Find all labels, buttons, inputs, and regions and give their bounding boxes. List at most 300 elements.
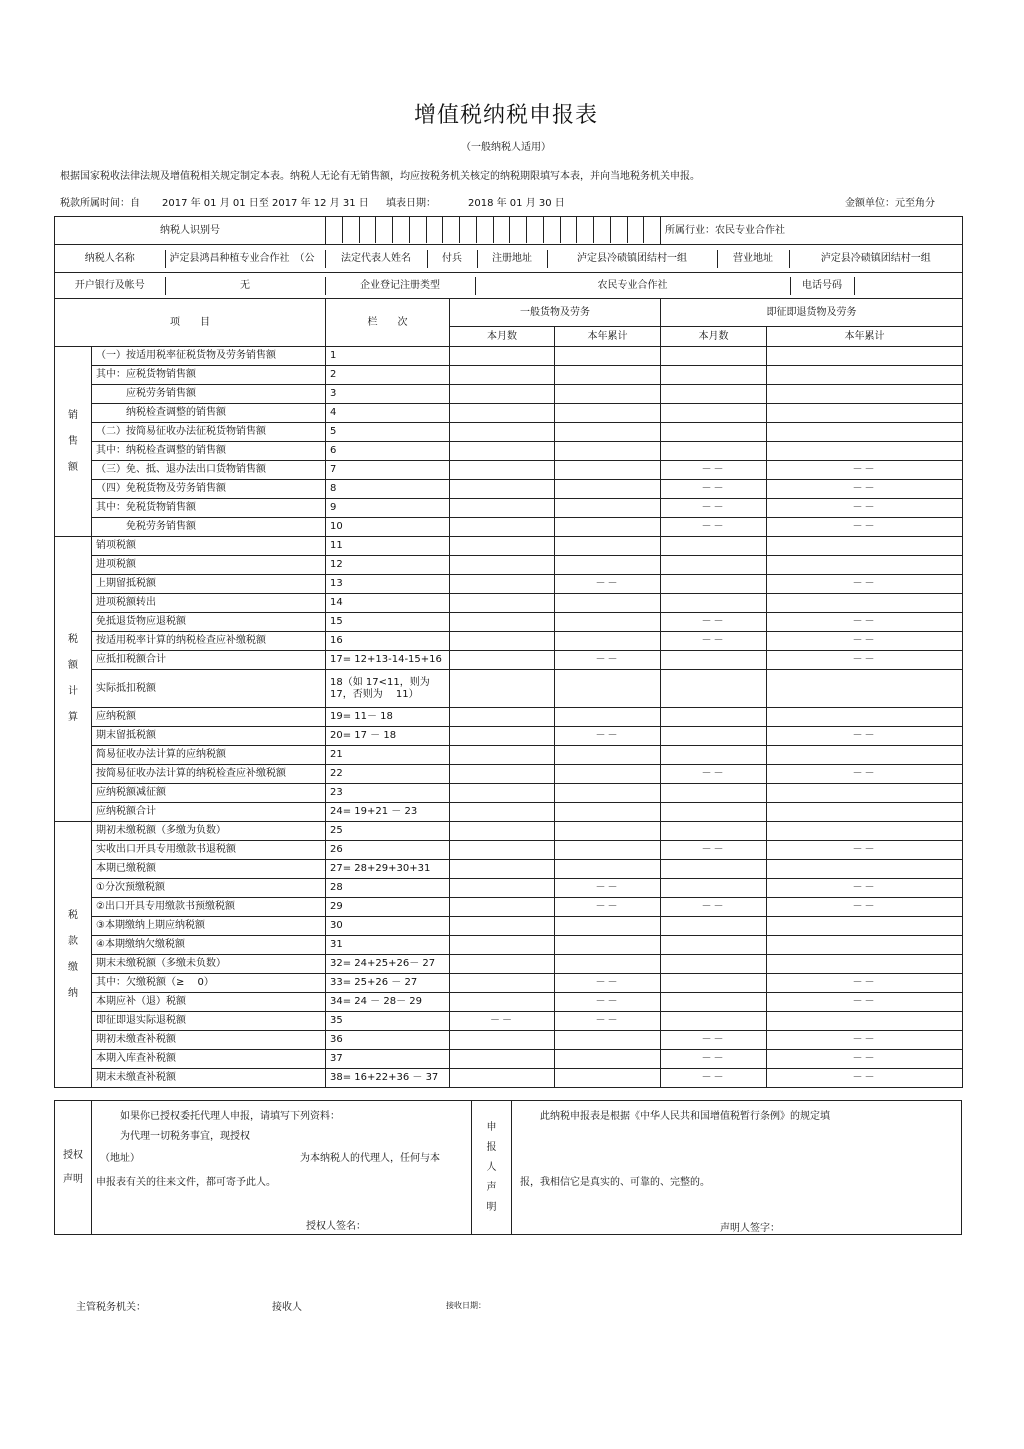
- immediate-month-cell[interactable]: [661, 803, 767, 822]
- general-year-cell[interactable]: [555, 765, 661, 784]
- immediate-month-cell: －－: [661, 1050, 767, 1069]
- row-item-label: 本期应补（退）税额: [92, 993, 326, 1012]
- business-address-value: 泸定县冷碛镇团结村一组: [820, 252, 931, 264]
- row-item-label: 上期留抵税额: [92, 575, 326, 594]
- immediate-year-cell[interactable]: [767, 1012, 963, 1031]
- immediate-month-cell[interactable]: [661, 860, 767, 879]
- general-month-cell[interactable]: [450, 423, 555, 442]
- general-month-cell[interactable]: [450, 936, 555, 955]
- sales-section-label: 销 售 额: [55, 347, 92, 537]
- authorization-text: 如果你已授权委托代理人申报，请填写下列资料： 为代理一切税务事宜，现授权 （地址） 为本纳税人的代理人，任何与本 申报表有关的往来文件，都可寄予此人。 授权人签名：: [92, 1101, 472, 1235]
- immediate-month-header: 本月数: [661, 327, 767, 347]
- row-line-number: 3: [326, 385, 450, 404]
- immediate-year-cell[interactable]: [767, 746, 963, 765]
- tax-payment-section-label: 税 款 缴 纳: [55, 822, 92, 1088]
- row-line-number: 14: [326, 594, 450, 613]
- immediate-month-cell[interactable]: [661, 651, 767, 670]
- immediate-month-cell: －－: [661, 632, 767, 651]
- immediate-month-cell: －－: [661, 518, 767, 537]
- row-line-number: 34= 24 － 28－ 29: [326, 993, 450, 1012]
- general-year-cell: －－: [555, 993, 661, 1012]
- general-month-cell[interactable]: [450, 803, 555, 822]
- row-line-number: 29: [326, 898, 450, 917]
- immediate-year-cell: －－: [767, 480, 963, 499]
- immediate-year-cell[interactable]: [767, 366, 963, 385]
- taxpayer-id-row: [55, 217, 963, 245]
- industry-field: 所属行业：农民专业合作社: [661, 217, 963, 245]
- general-month-cell[interactable]: [450, 727, 555, 746]
- declarant-label: 申 报 人 声 明: [472, 1101, 512, 1235]
- immediate-month-cell[interactable]: [661, 347, 767, 366]
- table-row: [55, 480, 963, 499]
- row-item-label: （二）按简易征收办法征税货物销售额: [92, 423, 326, 442]
- immediate-month-cell[interactable]: [661, 917, 767, 936]
- immediate-year-cell: －－: [767, 727, 963, 746]
- row-line-number: 21: [326, 746, 450, 765]
- immediate-month-cell[interactable]: [661, 936, 767, 955]
- row-line-number: 11: [326, 537, 450, 556]
- table-row: [55, 784, 963, 803]
- immediate-year-cell: －－: [767, 879, 963, 898]
- table-row: [55, 575, 963, 594]
- row-item-label: 应抵扣税额合计: [92, 651, 326, 670]
- general-month-cell[interactable]: [450, 917, 555, 936]
- table-row: [55, 955, 963, 974]
- immediate-year-cell: －－: [767, 632, 963, 651]
- taxpayer-name-row: [55, 245, 963, 273]
- general-month-cell[interactable]: [450, 822, 555, 841]
- row-item-label: 期初未缴税额（多缴为负数）: [92, 822, 326, 841]
- general-year-cell[interactable]: [555, 480, 661, 499]
- row-line-number: 38= 16+22+36 － 37: [326, 1069, 450, 1088]
- general-year-cell: －－: [555, 879, 661, 898]
- general-year-cell[interactable]: [555, 708, 661, 727]
- general-year-cell[interactable]: [555, 1031, 661, 1050]
- table-row: [55, 366, 963, 385]
- immediate-month-cell[interactable]: [661, 385, 767, 404]
- row-item-label: ①分次预缴税额: [92, 879, 326, 898]
- immediate-year-cell: －－: [767, 841, 963, 860]
- table-row: [55, 822, 963, 841]
- general-year-cell[interactable]: [555, 936, 661, 955]
- phone-value[interactable]: [854, 277, 962, 295]
- row-line-number: 6: [326, 442, 450, 461]
- row-item-label: 期初未缴查补税额: [92, 1031, 326, 1050]
- immediate-year-cell[interactable]: [767, 708, 963, 727]
- row-item-label: 期末未缴查补税额: [92, 1069, 326, 1088]
- period-value: 2017 年 01 月 01 日至 2017 年 12 月 31 日: [162, 198, 369, 209]
- general-year-cell[interactable]: [555, 917, 661, 936]
- row-line-number: 23: [326, 784, 450, 803]
- general-month-cell[interactable]: [450, 1069, 555, 1088]
- immediate-year-cell: －－: [767, 461, 963, 480]
- row-line-number: 7: [326, 461, 450, 480]
- row-item-label: ③本期缴纳上期应纳税额: [92, 917, 326, 936]
- row-item-label: 应税劳务销售额: [92, 385, 326, 404]
- row-line-number: 10: [326, 518, 450, 537]
- general-month-cell[interactable]: [450, 404, 555, 423]
- phone-label: 电话号码: [790, 277, 854, 295]
- immediate-refund-header: 即征即退货物及劳务: [661, 299, 963, 327]
- general-year-cell[interactable]: [555, 1069, 661, 1088]
- general-month-cell[interactable]: [450, 651, 555, 670]
- row-line-number: 5: [326, 423, 450, 442]
- immediate-month-cell[interactable]: [661, 556, 767, 575]
- immediate-month-cell[interactable]: [661, 1012, 767, 1031]
- immediate-year-cell: －－: [767, 898, 963, 917]
- row-item-label: 免税劳务销售额: [92, 518, 326, 537]
- immediate-month-cell[interactable]: [661, 575, 767, 594]
- table-row: [55, 499, 963, 518]
- authorizer-signature: 授权人签名：: [306, 1221, 366, 1232]
- general-month-cell[interactable]: [450, 613, 555, 632]
- row-item-label: 销项税额: [92, 537, 326, 556]
- row-item-label: 即征即退实际退税额: [92, 1012, 326, 1031]
- immediate-year-cell[interactable]: [767, 860, 963, 879]
- general-year-cell[interactable]: [555, 461, 661, 480]
- immediate-year-cell[interactable]: [767, 955, 963, 974]
- taxpayer-name-label: 纳税人名称: [55, 250, 165, 268]
- business-address-label: 营业地址: [717, 250, 789, 268]
- row-line-number: 12: [326, 556, 450, 575]
- row-item-label: 按简易征收办法计算的纳税检查应补缴税额: [92, 765, 326, 784]
- general-month-cell[interactable]: [450, 499, 555, 518]
- column-header-row: [55, 299, 963, 327]
- row-item-label: 其中：免税货物销售额: [92, 499, 326, 518]
- immediate-year-cell: －－: [767, 765, 963, 784]
- registered-address-value: 泸定县冷碛镇团结村一组: [547, 250, 717, 268]
- general-year-cell[interactable]: [555, 499, 661, 518]
- general-month-cell[interactable]: [450, 366, 555, 385]
- row-item-label: 进项税额转出: [92, 594, 326, 613]
- general-year-cell[interactable]: [555, 784, 661, 803]
- tax-authority-label: 主管税务机关：: [76, 1302, 146, 1313]
- immediate-year-cell[interactable]: [767, 917, 963, 936]
- immediate-year-cell[interactable]: [767, 936, 963, 955]
- immediate-year-cell: －－: [767, 651, 963, 670]
- general-year-cell[interactable]: [555, 518, 661, 537]
- period-label: 税款所属时间：自: [60, 198, 140, 209]
- row-line-number: 8: [326, 480, 450, 499]
- table-row: [55, 898, 963, 917]
- authorization-row: [55, 1101, 962, 1235]
- general-year-cell[interactable]: [555, 537, 661, 556]
- authorization-label: 授权 声明: [55, 1101, 92, 1235]
- general-year-cell[interactable]: [555, 841, 661, 860]
- general-month-cell[interactable]: [450, 385, 555, 404]
- general-year-cell[interactable]: [555, 385, 661, 404]
- general-year-cell[interactable]: [555, 803, 661, 822]
- row-line-number: 32= 24+25+26－ 27: [326, 955, 450, 974]
- general-year-cell[interactable]: [555, 594, 661, 613]
- table-row: [55, 347, 963, 366]
- general-month-cell[interactable]: [450, 480, 555, 499]
- general-year-cell[interactable]: [555, 1050, 661, 1069]
- general-month-cell[interactable]: [450, 879, 555, 898]
- general-month-cell[interactable]: [450, 575, 555, 594]
- table-row: [55, 1050, 963, 1069]
- immediate-year-cell: －－: [767, 974, 963, 993]
- row-line-number: 2: [326, 366, 450, 385]
- row-item-label: （三）免、抵、退办法出口货物销售额: [92, 461, 326, 480]
- row-line-number: 17= 12+13-14-15+16: [326, 651, 450, 670]
- legal-rep-label: 法定代表人姓名: [325, 250, 427, 268]
- general-month-cell[interactable]: [450, 632, 555, 651]
- general-month-cell[interactable]: [450, 746, 555, 765]
- general-month-cell[interactable]: [450, 860, 555, 879]
- row-item-label: 应纳税额: [92, 708, 326, 727]
- table-row: [55, 746, 963, 765]
- row-line-number: 19= 11－ 18: [326, 708, 450, 727]
- row-item-label: 进项税额: [92, 556, 326, 575]
- immediate-month-cell[interactable]: [661, 993, 767, 1012]
- immediate-month-cell: －－: [661, 765, 767, 784]
- row-line-number: 4: [326, 404, 450, 423]
- general-month-cell[interactable]: [450, 784, 555, 803]
- general-year-cell[interactable]: [555, 822, 661, 841]
- immediate-month-cell[interactable]: [661, 955, 767, 974]
- general-year-cell[interactable]: [555, 955, 661, 974]
- table-row: [55, 993, 963, 1012]
- general-month-cell[interactable]: [450, 670, 555, 708]
- immediate-year-cell[interactable]: [767, 347, 963, 366]
- general-year-cell: －－: [555, 1012, 661, 1031]
- immediate-month-cell: －－: [661, 1069, 767, 1088]
- form-title: 增值税纳税申报表: [413, 103, 598, 128]
- general-year-cell[interactable]: [555, 556, 661, 575]
- bank-account-label: 开户银行及帐号: [55, 277, 165, 295]
- general-month-cell: －－: [450, 1012, 555, 1031]
- immediate-month-cell: －－: [661, 1031, 767, 1050]
- general-year-cell[interactable]: [555, 404, 661, 423]
- table-row: [55, 423, 963, 442]
- immediate-month-cell[interactable]: [661, 594, 767, 613]
- item-column-header: 项 目: [55, 299, 326, 347]
- row-item-label: 实际抵扣税额: [92, 670, 326, 708]
- general-year-cell[interactable]: [555, 860, 661, 879]
- table-row: [55, 860, 963, 879]
- receiver-label: 接收人: [272, 1302, 302, 1313]
- row-line-number: 25: [326, 822, 450, 841]
- row-item-label: 其中：应税货物销售额: [92, 366, 326, 385]
- immediate-month-cell[interactable]: [661, 727, 767, 746]
- table-row: [55, 385, 963, 404]
- tax-calculation-section-label: 税 额 计 算: [55, 537, 92, 822]
- row-item-label: 按适用税率计算的纳税检查应补缴税额: [92, 632, 326, 651]
- general-month-cell[interactable]: [450, 765, 555, 784]
- general-month-cell[interactable]: [450, 1031, 555, 1050]
- row-line-number: 15: [326, 613, 450, 632]
- immediate-month-cell[interactable]: [661, 670, 767, 708]
- row-line-number: 31: [326, 936, 450, 955]
- table-row: [55, 708, 963, 727]
- declaration-table: [54, 1100, 962, 1235]
- table-row: [55, 936, 963, 955]
- row-item-label: 实收出口开具专用缴款书退税额: [92, 841, 326, 860]
- row-line-number: 27= 28+29+30+31: [326, 860, 450, 879]
- immediate-year-cell[interactable]: [767, 404, 963, 423]
- taxpayer-id-label: 纳税人识别号: [55, 217, 326, 245]
- general-goods-header: 一般货物及劳务: [450, 299, 661, 327]
- immediate-year-cell[interactable]: [767, 442, 963, 461]
- table-row: [55, 670, 963, 708]
- form-subtitle: （一般纳税人适用）: [461, 142, 551, 153]
- table-row: [55, 613, 963, 632]
- table-row: [55, 917, 963, 936]
- table-row: [55, 461, 963, 480]
- row-line-number: 1: [326, 347, 450, 366]
- immediate-year-cell: －－: [767, 1031, 963, 1050]
- immediate-year-cell[interactable]: [767, 594, 963, 613]
- immediate-year-cell: －－: [767, 575, 963, 594]
- immediate-month-cell: －－: [661, 480, 767, 499]
- table-row: [55, 518, 963, 537]
- row-item-label: 本期入库查补税额: [92, 1050, 326, 1069]
- table-row: [55, 1031, 963, 1050]
- table-row: [55, 974, 963, 993]
- row-item-label: 本期已缴税额: [92, 860, 326, 879]
- table-row: [55, 556, 963, 575]
- general-year-cell[interactable]: [555, 347, 661, 366]
- immediate-month-cell: －－: [661, 613, 767, 632]
- row-item-label: 期末留抵税额: [92, 727, 326, 746]
- general-year-cell[interactable]: [555, 442, 661, 461]
- immediate-year-cell[interactable]: [767, 670, 963, 708]
- immediate-year-cell: －－: [767, 613, 963, 632]
- row-item-label: 应纳税额合计: [92, 803, 326, 822]
- general-month-cell[interactable]: [450, 955, 555, 974]
- general-month-cell[interactable]: [450, 1050, 555, 1069]
- row-item-label: ②出口开具专用缴款书预缴税额: [92, 898, 326, 917]
- general-month-cell[interactable]: [450, 442, 555, 461]
- immediate-year-cell: －－: [767, 518, 963, 537]
- immediate-month-cell[interactable]: [661, 974, 767, 993]
- table-row: [55, 404, 963, 423]
- general-year-cell[interactable]: [555, 670, 661, 708]
- general-month-cell[interactable]: [450, 708, 555, 727]
- general-month-cell[interactable]: [450, 461, 555, 480]
- general-year-cell[interactable]: [555, 423, 661, 442]
- taxpayer-name-value: 泸定县鸿昌种植专业合作社 （公: [165, 250, 325, 268]
- general-year-cell: －－: [555, 651, 661, 670]
- general-year-cell[interactable]: [555, 613, 661, 632]
- general-month-cell[interactable]: [450, 518, 555, 537]
- vat-return-table: [54, 216, 963, 1088]
- general-month-cell[interactable]: [450, 537, 555, 556]
- row-line-number: 9: [326, 499, 450, 518]
- row-line-number: 24= 19+21 － 23: [326, 803, 450, 822]
- fill-date-label: 填表日期：: [386, 198, 436, 209]
- taxpayer-id-boxes[interactable]: [326, 217, 661, 245]
- row-item-label: 应纳税额减征额: [92, 784, 326, 803]
- immediate-year-cell[interactable]: [767, 556, 963, 575]
- general-month-cell[interactable]: [450, 556, 555, 575]
- immediate-year-cell: －－: [767, 1050, 963, 1069]
- row-line-number: 30: [326, 917, 450, 936]
- declaration-text: 此纳税申报表是根据《中华人民共和国增值税暂行条例》的规定填 报，我相信它是真实的、可靠的、完整的。 声明人签字：: [512, 1101, 962, 1235]
- immediate-month-cell[interactable]: [661, 879, 767, 898]
- immediate-month-cell[interactable]: [661, 404, 767, 423]
- immediate-year-cell[interactable]: [767, 784, 963, 803]
- row-line-number: 26: [326, 841, 450, 860]
- amount-unit: 金额单位：元至角分: [845, 198, 935, 209]
- immediate-year-cell[interactable]: [767, 385, 963, 404]
- immediate-month-cell: －－: [661, 898, 767, 917]
- general-year-cell: －－: [555, 898, 661, 917]
- table-row: [55, 442, 963, 461]
- general-month-cell[interactable]: [450, 993, 555, 1012]
- general-year-cell: －－: [555, 727, 661, 746]
- row-item-label: 简易征收办法计算的应纳税额: [92, 746, 326, 765]
- general-month-cell[interactable]: [450, 841, 555, 860]
- general-year-cell[interactable]: [555, 366, 661, 385]
- immediate-month-cell: －－: [661, 841, 767, 860]
- row-item-label: ④本期缴纳欠缴税额: [92, 936, 326, 955]
- general-year-cell: －－: [555, 974, 661, 993]
- registration-type-value: 农民专业合作社: [475, 277, 790, 295]
- table-row: [55, 841, 963, 860]
- table-row: [55, 879, 963, 898]
- immediate-year-cell: －－: [767, 993, 963, 1012]
- row-line-number: 20= 17 － 18: [326, 727, 450, 746]
- immediate-month-cell[interactable]: [661, 423, 767, 442]
- registration-type-label: 企业登记注册类型: [325, 277, 475, 295]
- row-line-number: 22: [326, 765, 450, 784]
- table-row: [55, 632, 963, 651]
- table-row: [55, 803, 963, 822]
- general-month-cell[interactable]: [450, 898, 555, 917]
- immediate-month-cell: －－: [661, 499, 767, 518]
- row-line-number: 28: [326, 879, 450, 898]
- bank-row: [55, 273, 963, 299]
- row-item-label: 其中：欠缴税额（≥ 0）: [92, 974, 326, 993]
- immediate-month-cell[interactable]: [661, 442, 767, 461]
- immediate-month-cell[interactable]: [661, 746, 767, 765]
- general-month-cell[interactable]: [450, 347, 555, 366]
- registered-address-label: 注册地址: [477, 250, 547, 268]
- immediate-month-cell[interactable]: [661, 537, 767, 556]
- immediate-year-cell[interactable]: [767, 803, 963, 822]
- general-year-header: 本年累计: [555, 327, 661, 347]
- immediate-month-cell[interactable]: [661, 366, 767, 385]
- general-month-cell[interactable]: [450, 974, 555, 993]
- row-item-label: （四）免税货物及劳务销售额: [92, 480, 326, 499]
- immediate-year-cell[interactable]: [767, 822, 963, 841]
- general-month-cell[interactable]: [450, 594, 555, 613]
- immediate-month-cell[interactable]: [661, 822, 767, 841]
- row-line-number: 37: [326, 1050, 450, 1069]
- form-intro: 根据国家税收法律法规及增值税相关规定制定本表。纳税人无论有无销售额，均应按税务机关核定的纳税期限填写本表，并向当地税务机关申报。: [60, 171, 700, 182]
- immediate-year-cell: －－: [767, 499, 963, 518]
- immediate-year-cell: －－: [767, 1069, 963, 1088]
- immediate-month-cell[interactable]: [661, 708, 767, 727]
- line-column-header: 栏 次: [326, 299, 450, 347]
- general-year-cell[interactable]: [555, 632, 661, 651]
- declarant-signature: 声明人签字：: [720, 1223, 780, 1234]
- immediate-year-cell[interactable]: [767, 537, 963, 556]
- table-row: [55, 537, 963, 556]
- table-row: [55, 594, 963, 613]
- immediate-year-cell[interactable]: [767, 423, 963, 442]
- receive-date-label: 接收日期：: [446, 1301, 486, 1310]
- legal-rep-value: 付兵: [427, 250, 477, 268]
- general-year-cell[interactable]: [555, 746, 661, 765]
- table-row: [55, 1012, 963, 1031]
- immediate-month-cell: －－: [661, 461, 767, 480]
- immediate-year-header: 本年累计: [767, 327, 963, 347]
- immediate-month-cell[interactable]: [661, 784, 767, 803]
- table-row: [55, 651, 963, 670]
